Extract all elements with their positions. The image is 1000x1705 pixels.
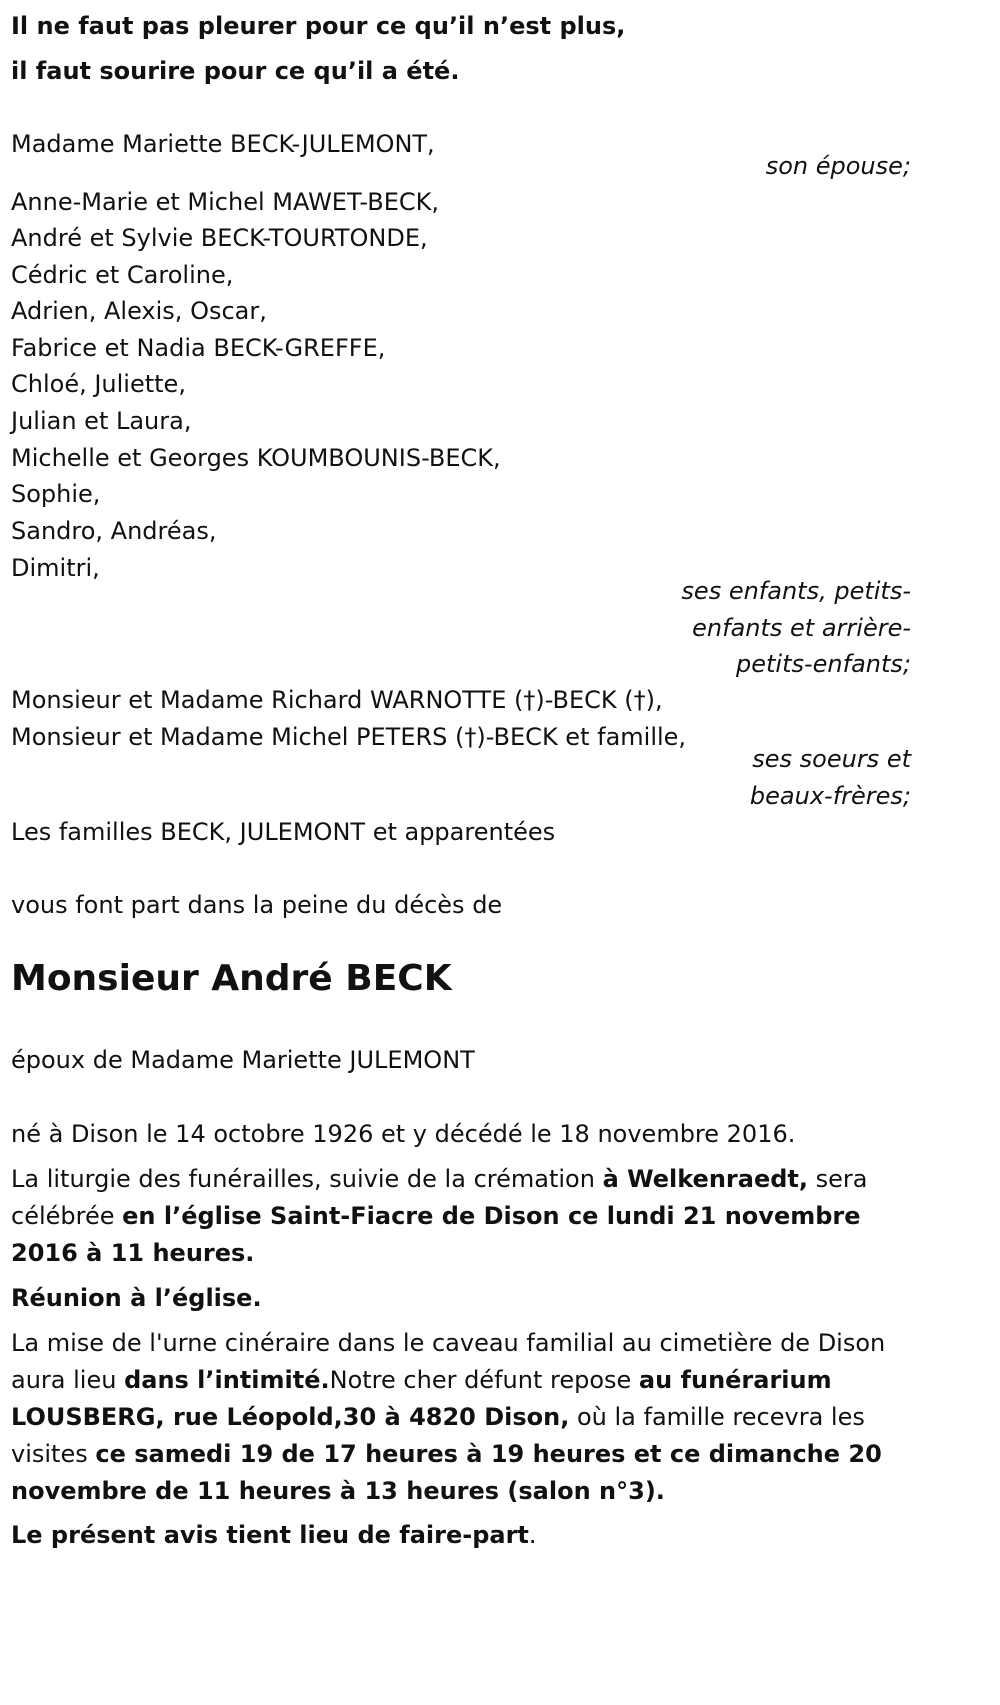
deceased-name: Monsieur André BECK (11, 958, 452, 999)
children-role-line-2: enfants et arrière- (692, 614, 911, 642)
husband-of-line: époux de Madame Mariette JULEMONT (11, 1046, 475, 1074)
announce-line: vous font part dans la peine du décès de (11, 891, 503, 919)
closing-line (11, 1517, 911, 1554)
family-member: Sandro, Andréas, (11, 517, 217, 545)
motto-line-1: Il ne faut pas pleurer pour ce qu’il n’est plus, (11, 12, 626, 40)
closing-period: . (528, 1521, 537, 1549)
closing-bold: Le présent avis tient lieu de faire-part (11, 1521, 529, 1549)
family-member: Dimitri, (11, 554, 100, 582)
birth-death-line: né à Dison le 14 octobre 1926 et y décédé le 18 novembre 2016. (11, 1120, 796, 1148)
liturgy-text-1: La liturgie des funérailles, suivie de la crémation (11, 1165, 603, 1193)
family-member: Anne-Marie et Michel MAWET-BECK, (11, 188, 439, 216)
family-member: Fabrice et Nadia BECK-GREFFE, (11, 334, 386, 362)
family-member: Michelle et Georges KOUMBOUNIS-BECK, (11, 444, 501, 472)
family-member: Adrien, Alexis, Oscar, (11, 297, 267, 325)
urn-text-1: La mise de l'urne cinéraire dans le caveau familial au cimetière de Dison aura lieu (11, 1329, 886, 1394)
urn-text-2: Notre cher défunt repose (329, 1366, 639, 1394)
family-member: Cédric et Caroline, (11, 261, 234, 289)
sibling-line-2: Monsieur et Madame Michel PETERS (†)-BECK et famille, (11, 723, 687, 751)
siblings-role-line-1: ses soeurs et (752, 745, 911, 773)
family-member: Julian et Laura, (11, 407, 192, 435)
urn-visiting-hours: ce samedi 19 de 17 heures à 19 heures et ce dimanche 20 novembre de 11 heures à 13 heures (salon n°3). (11, 1440, 882, 1505)
liturgy-place: à Welkenraedt, (602, 1165, 808, 1193)
sibling-line-1: Monsieur et Madame Richard WARNOTTE (†)-BECK (†), (11, 686, 663, 714)
motto-line-2: il faut sourire pour ce qu’il a été. (11, 57, 460, 85)
liturgy-text-2: sera célébrée (11, 1165, 868, 1230)
reunion-line: Réunion à l’église. (11, 1284, 262, 1312)
children-role-line-1: ses enfants, petits- (681, 577, 911, 605)
spouse-name: Madame Mariette BECK-JULEMONT, (11, 130, 435, 158)
families-line: Les familles BECK, JULEMONT et apparentées (11, 818, 556, 846)
spouse-role: son épouse; (765, 152, 911, 180)
liturgy-paragraph (11, 1161, 911, 1272)
urn-funeral-home: au funérarium LOUSBERG, rue Léopold,30 à 4820 Dison, (11, 1366, 832, 1431)
urn-intimacy: dans l’intimité. (124, 1366, 330, 1394)
family-member: Sophie, (11, 480, 101, 508)
liturgy-church-time: en l’église Saint-Fiacre de Dison ce lundi 21 novembre 2016 à 11 heures. (11, 1202, 861, 1267)
family-member: André et Sylvie BECK-TOURTONDE, (11, 224, 428, 252)
urn-paragraph (11, 1325, 911, 1510)
urn-text-3: où la famille recevra les visites (11, 1403, 865, 1468)
children-role-line-3: petits-enfants; (736, 650, 911, 678)
family-member: Chloé, Juliette, (11, 370, 186, 398)
siblings-role-line-2: beaux-frères; (749, 782, 911, 810)
